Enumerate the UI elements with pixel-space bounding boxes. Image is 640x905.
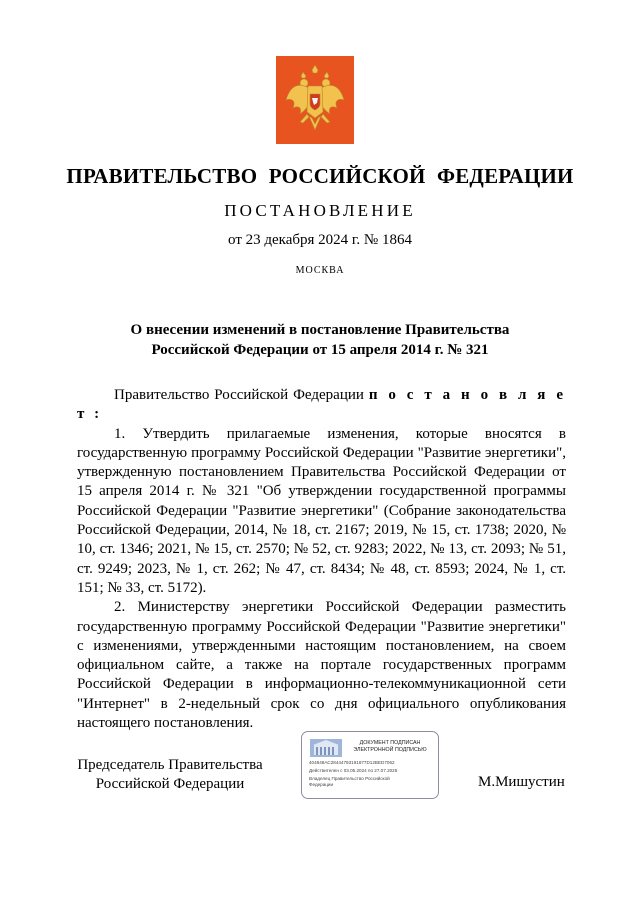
intro-paragraph	[77, 386, 566, 425]
decree-word: п о с т а н о в л я е т :	[77, 387, 566, 423]
document-type: ПОСТАНОВЛЕНИЕ	[224, 201, 416, 220]
document-date-number: от 23 декабря 2024 г. № 1864	[228, 232, 412, 248]
stamp-validity: Действителен с 03.05.2024 по 27.07.2025	[309, 768, 398, 773]
double-headed-eagle-icon	[276, 56, 354, 144]
item-2-paragraph: 2. Министерству энергетики Российской Федерации разместить государственную программу Российской Федерации "Развитие энергетики" с изменениями, утвержденными настоящим постановлением, на своем официальном сайте, а также на портале государственных программ Российской Федерации в информационно-телекоммуникационной сети "Интернет" в 2-недельный срок со дня официального опубликования настоящего постановления.	[77, 599, 566, 732]
subject-line-1: О внесении изменений в постановление Правительства	[130, 322, 510, 338]
signer-position-line-1: Председатель Правительства	[77, 757, 263, 773]
stamp-heading	[346, 740, 434, 754]
coat-of-arms-emblem	[276, 56, 354, 144]
electronic-signature-stamp	[301, 731, 439, 799]
subject-line-2: Российской Федерации от 15 апреля 2014 г. № 321	[151, 342, 489, 358]
stamp-certificate: 404848AC28444793191877D12BED7062	[309, 760, 395, 765]
government-building-icon	[310, 739, 342, 757]
stamp-heading-line-1: ДОКУМЕНТ ПОДПИСАН	[359, 740, 421, 746]
signer-position-line-2: Российской Федерации	[95, 776, 245, 792]
document-city: МОСКВА	[295, 265, 345, 276]
item-1-paragraph: 1. Утвердить прилагаемые изменения, которые вносятся в государственную программу Российской Федерации "Развитие энергетики", утвержденную постановлением Правительства Российской Федерации от 15 апреля 2014 г. № 321 "Об утверждении государственной программы Российской Федерации "Развитие энергетики" (Собрание законодательства Российской Федерации, 2014, № 18, ст. 2167; 2019, № 15, ст. 1738; 2020, № 10, ст. 1346; 2021, № 15, ст. 2570; № 52, ст. 9283; 2022, № 13, ст. 2093; № 51, ст. 9249; 2023, № 1, ст. 262; № 47, ст. 8434; № 48, ст. 8593; 2024, № 1, ст. 151; № 33, ст. 5172).	[77, 425, 566, 596]
signer-name: М.Мишустин	[478, 774, 565, 790]
signer-position	[70, 756, 270, 794]
stamp-owner-line-1: Владелец Правительство Российской	[309, 776, 390, 781]
stamp-owner-line-2: Федерации	[309, 782, 334, 787]
stamp-heading-line-2: ЭЛЕКТРОННОЙ ПОДПИСЬЮ	[353, 747, 427, 753]
document-subject	[60, 320, 580, 360]
document-body	[77, 386, 566, 733]
intro-text: Правительство Российской Федерации	[114, 387, 364, 403]
government-title: ПРАВИТЕЛЬСТВО РОССИЙСКОЙ ФЕДЕРАЦИИ	[66, 164, 574, 188]
